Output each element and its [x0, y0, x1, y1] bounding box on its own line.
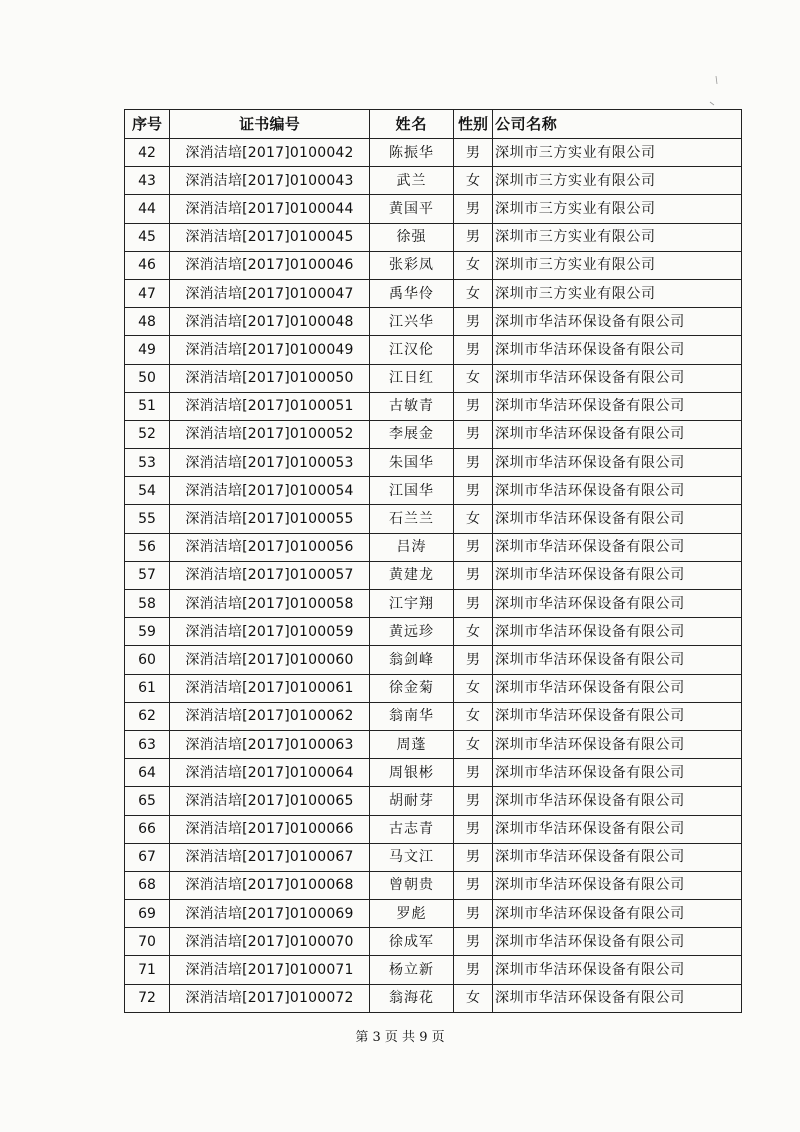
- cell-sex: 男: [454, 392, 493, 420]
- cell-company: 深圳市华洁环保设备有限公司: [493, 871, 742, 899]
- cell-name: 武兰: [370, 167, 454, 195]
- cell-company: 深圳市三方实业有限公司: [493, 251, 742, 279]
- cell-company: 深圳市华洁环保设备有限公司: [493, 618, 742, 646]
- cell-company: 深圳市华洁环保设备有限公司: [493, 308, 742, 336]
- cell-name: 吕涛: [370, 533, 454, 561]
- table-header-row: [125, 110, 742, 139]
- cell-no: 60: [125, 646, 170, 674]
- table-row: [125, 730, 742, 758]
- cell-no: 66: [125, 815, 170, 843]
- cell-no: 62: [125, 702, 170, 730]
- cell-company: 深圳市华洁环保设备有限公司: [493, 759, 742, 787]
- cell-cert: 深消洁培[2017]0100058: [170, 590, 370, 618]
- cell-sex: 男: [454, 646, 493, 674]
- cell-no: 46: [125, 251, 170, 279]
- cell-company: 深圳市三方实业有限公司: [493, 167, 742, 195]
- cell-company: 深圳市华洁环保设备有限公司: [493, 815, 742, 843]
- cell-cert: 深消洁培[2017]0100053: [170, 449, 370, 477]
- cell-no: 44: [125, 195, 170, 223]
- roster-table: [124, 109, 742, 1013]
- cell-sex: 女: [454, 730, 493, 758]
- cell-company: 深圳市三方实业有限公司: [493, 223, 742, 251]
- cell-cert: 深消洁培[2017]0100072: [170, 984, 370, 1012]
- table-row: [125, 449, 742, 477]
- table-row: [125, 702, 742, 730]
- cell-company: 深圳市华洁环保设备有限公司: [493, 364, 742, 392]
- table-row: [125, 420, 742, 448]
- cell-name: 胡耐芽: [370, 787, 454, 815]
- cell-sex: 男: [454, 590, 493, 618]
- table-row: [125, 646, 742, 674]
- cell-no: 42: [125, 139, 170, 167]
- cell-cert: 深消洁培[2017]0100052: [170, 420, 370, 448]
- cell-cert: 深消洁培[2017]0100059: [170, 618, 370, 646]
- cell-cert: 深消洁培[2017]0100060: [170, 646, 370, 674]
- cell-name: 黄国平: [370, 195, 454, 223]
- cell-name: 徐成军: [370, 928, 454, 956]
- cell-name: 陈振华: [370, 139, 454, 167]
- cell-no: 68: [125, 871, 170, 899]
- cell-no: 61: [125, 674, 170, 702]
- cell-sex: 女: [454, 984, 493, 1012]
- cell-no: 57: [125, 561, 170, 589]
- cell-no: 47: [125, 279, 170, 307]
- cell-sex: 男: [454, 759, 493, 787]
- cell-sex: 女: [454, 251, 493, 279]
- cell-no: 52: [125, 420, 170, 448]
- cell-name: 曾朝贵: [370, 871, 454, 899]
- cell-cert: 深消洁培[2017]0100065: [170, 787, 370, 815]
- header-sex: 性别: [454, 110, 493, 139]
- cell-name: 古志青: [370, 815, 454, 843]
- cell-sex: 女: [454, 364, 493, 392]
- scan-mark: [708, 74, 718, 108]
- cell-company: 深圳市华洁环保设备有限公司: [493, 984, 742, 1012]
- cell-name: 周银彬: [370, 759, 454, 787]
- cell-name: 石兰兰: [370, 505, 454, 533]
- cell-sex: 女: [454, 279, 493, 307]
- cell-cert: 深消洁培[2017]0100056: [170, 533, 370, 561]
- cell-company: 深圳市华洁环保设备有限公司: [493, 843, 742, 871]
- cell-name: 江汉伦: [370, 336, 454, 364]
- table-row: [125, 223, 742, 251]
- cell-name: 江宇翔: [370, 590, 454, 618]
- cell-no: 56: [125, 533, 170, 561]
- cell-name: 黄远珍: [370, 618, 454, 646]
- table-row: [125, 590, 742, 618]
- table-row: [125, 956, 742, 984]
- cell-no: 50: [125, 364, 170, 392]
- table-row: [125, 139, 742, 167]
- cell-name: 古敏青: [370, 392, 454, 420]
- table-row: [125, 533, 742, 561]
- cell-company: 深圳市华洁环保设备有限公司: [493, 702, 742, 730]
- cell-cert: 深消洁培[2017]0100071: [170, 956, 370, 984]
- cell-company: 深圳市华洁环保设备有限公司: [493, 956, 742, 984]
- cell-cert: 深消洁培[2017]0100063: [170, 730, 370, 758]
- cell-sex: 男: [454, 533, 493, 561]
- cell-no: 51: [125, 392, 170, 420]
- cell-cert: 深消洁培[2017]0100055: [170, 505, 370, 533]
- cell-name: 江兴华: [370, 308, 454, 336]
- cell-sex: 男: [454, 843, 493, 871]
- table-row: [125, 392, 742, 420]
- cell-name: 罗彪: [370, 900, 454, 928]
- cell-company: 深圳市华洁环保设备有限公司: [493, 787, 742, 815]
- cell-sex: 女: [454, 505, 493, 533]
- cell-sex: 男: [454, 561, 493, 589]
- cell-sex: 男: [454, 871, 493, 899]
- table-row: [125, 505, 742, 533]
- cell-cert: 深消洁培[2017]0100069: [170, 900, 370, 928]
- cell-no: 63: [125, 730, 170, 758]
- cell-cert: 深消洁培[2017]0100070: [170, 928, 370, 956]
- cell-name: 黄建龙: [370, 561, 454, 589]
- cell-cert: 深消洁培[2017]0100051: [170, 392, 370, 420]
- cell-name: 朱国华: [370, 449, 454, 477]
- table-row: [125, 167, 742, 195]
- cell-sex: 男: [454, 477, 493, 505]
- cell-cert: 深消洁培[2017]0100066: [170, 815, 370, 843]
- cell-no: 64: [125, 759, 170, 787]
- cell-cert: 深消洁培[2017]0100064: [170, 759, 370, 787]
- table-row: [125, 900, 742, 928]
- cell-cert: 深消洁培[2017]0100049: [170, 336, 370, 364]
- cell-no: 69: [125, 900, 170, 928]
- cell-sex: 男: [454, 928, 493, 956]
- cell-no: 59: [125, 618, 170, 646]
- cell-no: 55: [125, 505, 170, 533]
- cell-company: 深圳市华洁环保设备有限公司: [493, 477, 742, 505]
- cell-name: 周蓬: [370, 730, 454, 758]
- cell-name: 江日红: [370, 364, 454, 392]
- header-name: 姓名: [370, 110, 454, 139]
- cell-sex: 男: [454, 787, 493, 815]
- cell-cert: 深消洁培[2017]0100045: [170, 223, 370, 251]
- header-cert: 证书编号: [170, 110, 370, 139]
- cell-company: 深圳市三方实业有限公司: [493, 279, 742, 307]
- table-row: [125, 674, 742, 702]
- table-row: [125, 843, 742, 871]
- cell-name: 禹华伶: [370, 279, 454, 307]
- cell-company: 深圳市华洁环保设备有限公司: [493, 505, 742, 533]
- table-row: [125, 787, 742, 815]
- cell-cert: 深消洁培[2017]0100050: [170, 364, 370, 392]
- cell-company: 深圳市华洁环保设备有限公司: [493, 533, 742, 561]
- cell-name: 江国华: [370, 477, 454, 505]
- cell-sex: 男: [454, 956, 493, 984]
- cell-company: 深圳市三方实业有限公司: [493, 139, 742, 167]
- cell-no: 54: [125, 477, 170, 505]
- cell-sex: 男: [454, 223, 493, 251]
- cell-company: 深圳市华洁环保设备有限公司: [493, 590, 742, 618]
- table-row: [125, 561, 742, 589]
- cell-company: 深圳市华洁环保设备有限公司: [493, 730, 742, 758]
- page-footer: 第 3 页 共 9 页: [355, 1030, 445, 1045]
- cell-company: 深圳市华洁环保设备有限公司: [493, 928, 742, 956]
- table-row: [125, 871, 742, 899]
- cell-sex: 女: [454, 702, 493, 730]
- table-row: [125, 618, 742, 646]
- header-no: 序号: [125, 110, 170, 139]
- table-row: [125, 815, 742, 843]
- cell-sex: 女: [454, 674, 493, 702]
- cell-name: 翁海花: [370, 984, 454, 1012]
- cell-name: 徐金菊: [370, 674, 454, 702]
- cell-name: 张彩凤: [370, 251, 454, 279]
- cell-sex: 男: [454, 449, 493, 477]
- cell-sex: 男: [454, 195, 493, 223]
- cell-company: 深圳市三方实业有限公司: [493, 195, 742, 223]
- table-row: [125, 336, 742, 364]
- cell-no: 58: [125, 590, 170, 618]
- table-row: [125, 251, 742, 279]
- cell-company: 深圳市华洁环保设备有限公司: [493, 392, 742, 420]
- table-row: [125, 477, 742, 505]
- cell-no: 53: [125, 449, 170, 477]
- cell-cert: 深消洁培[2017]0100068: [170, 871, 370, 899]
- cell-no: 45: [125, 223, 170, 251]
- cell-name: 马文江: [370, 843, 454, 871]
- cell-sex: 男: [454, 815, 493, 843]
- table-row: [125, 364, 742, 392]
- cell-company: 深圳市华洁环保设备有限公司: [493, 449, 742, 477]
- cell-sex: 男: [454, 420, 493, 448]
- table-row: [125, 984, 742, 1012]
- cell-cert: 深消洁培[2017]0100067: [170, 843, 370, 871]
- cell-no: 71: [125, 956, 170, 984]
- table-row: [125, 279, 742, 307]
- cell-sex: 男: [454, 900, 493, 928]
- cell-no: 72: [125, 984, 170, 1012]
- cell-cert: 深消洁培[2017]0100043: [170, 167, 370, 195]
- cell-company: 深圳市华洁环保设备有限公司: [493, 646, 742, 674]
- cell-no: 43: [125, 167, 170, 195]
- cell-name: 杨立新: [370, 956, 454, 984]
- cell-sex: 男: [454, 139, 493, 167]
- cell-cert: 深消洁培[2017]0100046: [170, 251, 370, 279]
- cell-company: 深圳市华洁环保设备有限公司: [493, 336, 742, 364]
- cell-sex: 女: [454, 167, 493, 195]
- cell-no: 70: [125, 928, 170, 956]
- cell-cert: 深消洁培[2017]0100061: [170, 674, 370, 702]
- table-row: [125, 195, 742, 223]
- cell-cert: 深消洁培[2017]0100042: [170, 139, 370, 167]
- cell-cert: 深消洁培[2017]0100057: [170, 561, 370, 589]
- cell-name: 徐强: [370, 223, 454, 251]
- cell-no: 67: [125, 843, 170, 871]
- cell-company: 深圳市华洁环保设备有限公司: [493, 900, 742, 928]
- cell-sex: 男: [454, 308, 493, 336]
- cell-company: 深圳市华洁环保设备有限公司: [493, 420, 742, 448]
- cell-no: 49: [125, 336, 170, 364]
- cell-cert: 深消洁培[2017]0100044: [170, 195, 370, 223]
- cell-cert: 深消洁培[2017]0100047: [170, 279, 370, 307]
- cell-cert: 深消洁培[2017]0100048: [170, 308, 370, 336]
- cell-name: 翁剑峰: [370, 646, 454, 674]
- cell-no: 65: [125, 787, 170, 815]
- cell-cert: 深消洁培[2017]0100054: [170, 477, 370, 505]
- cell-sex: 女: [454, 618, 493, 646]
- table-body: [125, 139, 742, 1013]
- table-row: [125, 759, 742, 787]
- table-row: [125, 928, 742, 956]
- cell-name: 李展金: [370, 420, 454, 448]
- cell-company: 深圳市华洁环保设备有限公司: [493, 674, 742, 702]
- cell-no: 48: [125, 308, 170, 336]
- cell-cert: 深消洁培[2017]0100062: [170, 702, 370, 730]
- cell-company: 深圳市华洁环保设备有限公司: [493, 561, 742, 589]
- header-company: 公司名称: [493, 110, 742, 139]
- cell-sex: 男: [454, 336, 493, 364]
- cell-name: 翁南华: [370, 702, 454, 730]
- table-row: [125, 308, 742, 336]
